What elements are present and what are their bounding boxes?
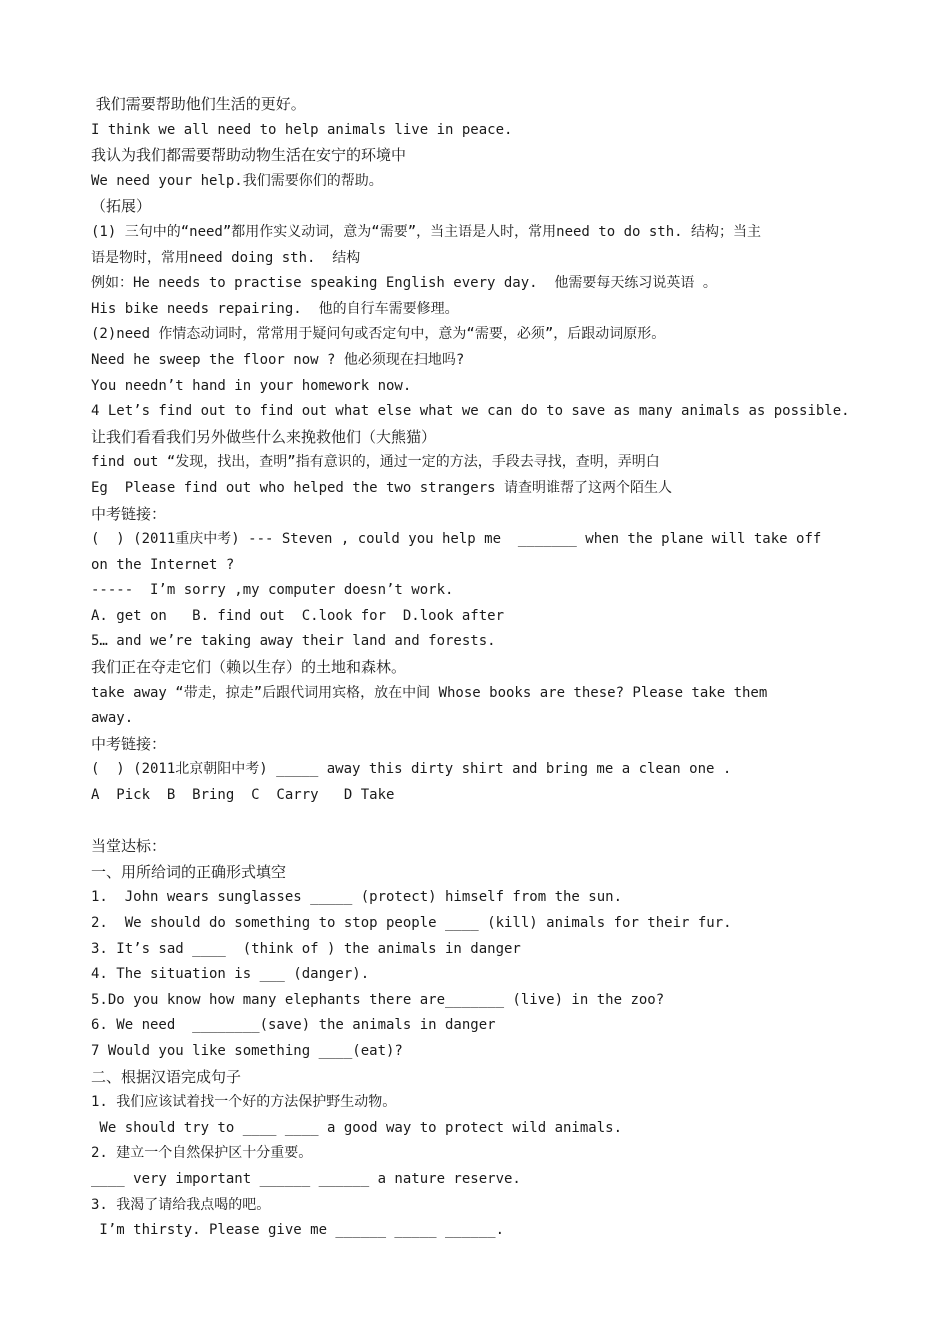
exam-question-1: ( ) (2011重庆中考) --- Steven , could you help me _______ when the plane will take off <box>91 531 822 548</box>
exercise-2-3-answer: I’m thirsty. Please give me ______ _____ ______. <box>91 1222 505 1239</box>
exercise-1-7: 7 Would you like something ____(eat)? <box>91 1042 403 1059</box>
text-line-22: 5… and we’re taking away their land and forests. <box>91 633 496 650</box>
worksheet-page <box>91 92 866 1244</box>
text-line-24: take away “带走，掠走”后跟代词用宾格，放在中间 Whose books are these? Please take them <box>91 684 768 701</box>
text-line-10: (2)need 作情态动词时，常常用于疑问句或否定句中，意为“需要，必须”，后跟动词原形。 <box>91 326 666 343</box>
text-line-19: on the Internet ? <box>91 556 235 573</box>
text-line-4: We need your help.我们需要你们的帮助。 <box>91 172 383 189</box>
in-class-test-heading: 当堂达标： <box>91 837 167 856</box>
exam-link-heading-2: 中考链接： <box>91 734 167 753</box>
exercise-1-4: 4. The situation is ___ (danger). <box>91 966 370 983</box>
exercise-2-2-prompt: 2. 建立一个自然保护区十分重要。 <box>91 1145 313 1162</box>
text-line-8: 例如：He needs to practise speaking English every day. 他需要每天练习说英语 。 <box>91 275 717 292</box>
text-line-16: Eg Please find out who helped the two strangers 请查明谁帮了这两个陌生人 <box>91 479 673 496</box>
exercise-1-5: 5.Do you know how many elephants there are_______ (live) in the zoo? <box>91 991 665 1008</box>
exercise-1-6: 6. We need ________(save) the animals in danger <box>91 1017 496 1034</box>
exam-options-2: A Pick B Bring C Carry D Take <box>91 787 395 804</box>
exercise-1-3: 3. It’s sad ____ (think of ) the animals in danger <box>91 940 521 957</box>
text-line-9: His bike needs repairing. 他的自行车需要修理。 <box>91 300 459 317</box>
section-2-heading: 二、根据汉语完成句子 <box>91 1067 242 1086</box>
text-line-2: I think we all need to help animals live in peace. <box>91 121 513 138</box>
exercise-1-1: 1. John wears sunglasses _____ (protect) himself from the sun. <box>91 889 623 906</box>
text-line-11: Need he sweep the floor now ? 他必须现在扫地吗? <box>91 351 465 368</box>
exercise-1-2: 2. We should do something to stop people ____ (kill) animals for their fur. <box>91 915 732 931</box>
section-1-heading: 一、用所给词的正确形式填空 <box>91 862 287 881</box>
blank-line <box>91 809 866 835</box>
exercise-2-3-prompt: 3. 我渴了请给我点喝的吧。 <box>91 1196 271 1213</box>
text-line-23: 我们正在夺走它们（赖以生存）的土地和森林。 <box>91 658 407 677</box>
exercise-2-1-answer: We should try to ____ ____ a good way to protect wild animals. <box>91 1119 623 1136</box>
extension-heading: （拓展） <box>91 197 152 216</box>
text-line-25: away. <box>91 710 134 727</box>
text-line-12: You needn’t hand in your homework now. <box>91 377 412 394</box>
text-line-6: (1) 三句中的“need”都用作实义动词，意为“需要”，当主语是人时，常用need to do sth. 结构；当主 <box>91 223 762 240</box>
exercise-2-1-prompt: 1. 我们应该试着找一个好的方法保护野生动物。 <box>91 1094 397 1111</box>
text-line-3: 我认为我们都需要帮助动物生活在安宁的环境中 <box>91 146 407 165</box>
text-line-20: ----- I’m sorry ,my computer doesn’t work. <box>91 582 454 599</box>
text-line-1: 我们需要帮助他们生活的更好。 <box>91 95 306 113</box>
exam-options-1: A. get on B. find out C.look for D.look after <box>91 607 505 624</box>
text-line-7: 语是物时，常用need doing sth. 结构 <box>91 249 361 266</box>
exam-question-2: ( ) (2011北京朝阳中考) _____ away this dirty shirt and bring me a clean one . <box>91 761 732 778</box>
exercise-2-2-answer: ____ very important ______ ______ a nature reserve. <box>91 1170 521 1187</box>
exam-link-heading-1: 中考链接： <box>91 504 167 523</box>
text-line-13: 4 Let’s find out to find out what else what we can do to save as many animals as possible. <box>91 403 850 420</box>
text-line-15: find out “发现，找出，查明”指有意识的，通过一定的方法，手段去寻找，查明，弄明白 <box>91 454 660 471</box>
text-line-14: 让我们看看我们另外做些什么来挽救他们（大熊猫） <box>91 427 437 446</box>
